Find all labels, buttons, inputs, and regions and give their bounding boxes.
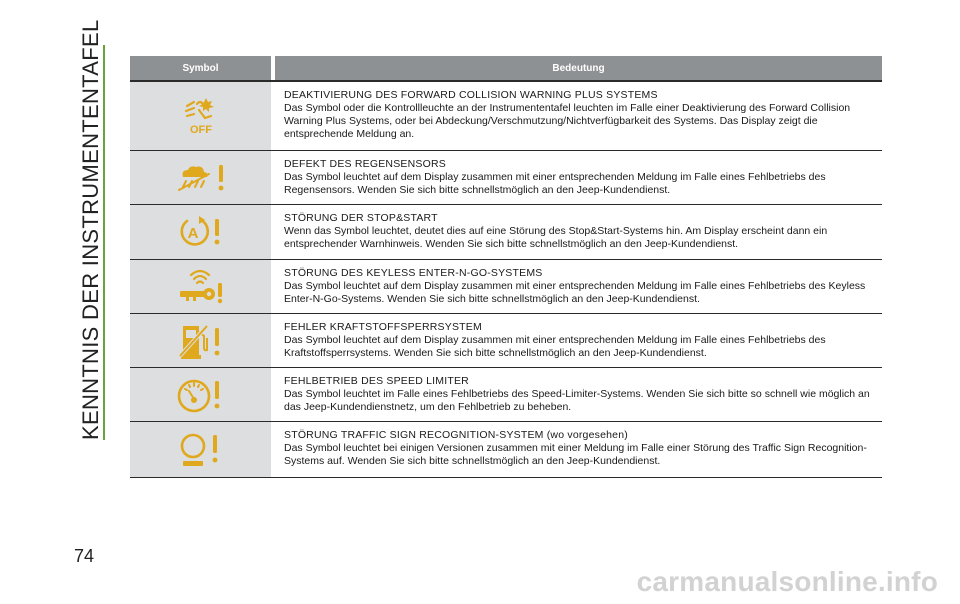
table-header — [130, 56, 882, 82]
table-row — [130, 422, 882, 478]
header-symbol: Symbol — [130, 56, 271, 80]
row-title: STÖRUNG TRAFFIC SIGN RECOGNITION-SYSTEM (wo vorgesehen) — [284, 429, 628, 441]
watermark-text: carmanualsonline.info — [636, 566, 938, 597]
chapter-rule — [103, 45, 105, 440]
row-description: Das Symbol oder die Kontrollleuchte an der Instrumententafel leuchten im Falle einer Deaktivierung des Forward Collision Warning Plus Systems, oder bei Abdeckung/Verschmutzung/Nichtverfügbarkeit des Systems. Das Display zeigt die entsprechende Meldung an. — [284, 102, 851, 140]
chapter-title: KENNTNIS DER INSTRUMENTENTAFEL — [78, 19, 103, 440]
row-description: Das Symbol leuchtet bei einigen Versionen zusammen mit einer Meldung im Falle einer Störung des Traffic Sign Recognition-Systems auf. Wenden Sie sich bitte schnellstmöglich an den Jeep-Kundendienst. — [284, 442, 867, 467]
stop-start-fault-icon — [177, 215, 225, 249]
row-description: Das Symbol leuchtet auf dem Display zusammen mit einer entsprechenden Meldung im Falle eines Fehlbetriebs des Keyless Enter-N-Go-Systems. Wenden Sie sich bitte schnellstmöglich an den Jeep-Kundendienst. — [284, 280, 866, 305]
row-description: Das Symbol leuchtet auf dem Display zusammen mit einer entsprechenden Meldung im Falle eines Fehlbetriebs des Kraftstoffsperrsystems. Wenden Sie sich bitte schnellstmöglich an den Jeep-Kundendienst. — [284, 334, 826, 359]
rain-sensor-fault-icon — [175, 162, 227, 194]
keyless-enter-n-go-fault-icon — [176, 269, 226, 305]
speed-limiter-fault-icon — [177, 376, 225, 414]
row-title: FEHLER KRAFTSTOFFSPERRSYSTEM — [284, 321, 482, 333]
symbol-table — [130, 56, 882, 478]
row-description: Wenn das Symbol leuchtet, deutet dies auf eine Störung des Stop&Start-Systems hin. Am Display erscheint dann ein entsprechender Warnhinweis. Wenden Sie sich bitte schnellstmöglich an den Jeep-Kundendienst. — [284, 225, 828, 250]
table-row — [130, 82, 882, 151]
table-row — [130, 260, 882, 314]
page-number: 74 — [74, 546, 95, 566]
row-description: Das Symbol leuchtet auf dem Display zusammen mit einer entsprechenden Meldung im Falle eines Fehlbetriebs des Regensensors. Wenden Sie sich bitte schnellstmöglich an den Jeep-Kundendienst. — [284, 171, 826, 196]
traffic-sign-recognition-fault-icon — [179, 432, 223, 468]
row-title: DEFEKT DES REGENSENSORS — [284, 158, 446, 170]
row-title: DEAKTIVIERUNG DES FORWARD COLLISION WARNING PLUS SYSTEMS — [284, 89, 658, 101]
table-row — [130, 314, 882, 368]
fuel-cutoff-fault-icon — [177, 322, 225, 360]
row-title: FEHLBETRIEB DES SPEED LIMITER — [284, 375, 469, 387]
table-row — [130, 205, 882, 260]
icon-label: A — [187, 225, 198, 242]
row-title: STÖRUNG DES KEYLESS ENTER-N-GO-SYSTEMS — [284, 267, 543, 279]
table-row — [130, 368, 882, 422]
row-title: STÖRUNG DER STOP&START — [284, 212, 438, 224]
forward-collision-off-icon — [181, 96, 221, 136]
row-description: Das Symbol leuchtet im Falle eines Fehlbetriebs des Speed-Limiter-Systems. Wenden Sie sich bitte so schnell wie möglich an das Jeep-Kundendienstnetz, um den Fehlbetrieb zu beheben. — [284, 388, 870, 413]
header-meaning: Bedeutung — [275, 56, 882, 80]
table-row — [130, 151, 882, 205]
icon-label: OFF — [189, 124, 212, 136]
